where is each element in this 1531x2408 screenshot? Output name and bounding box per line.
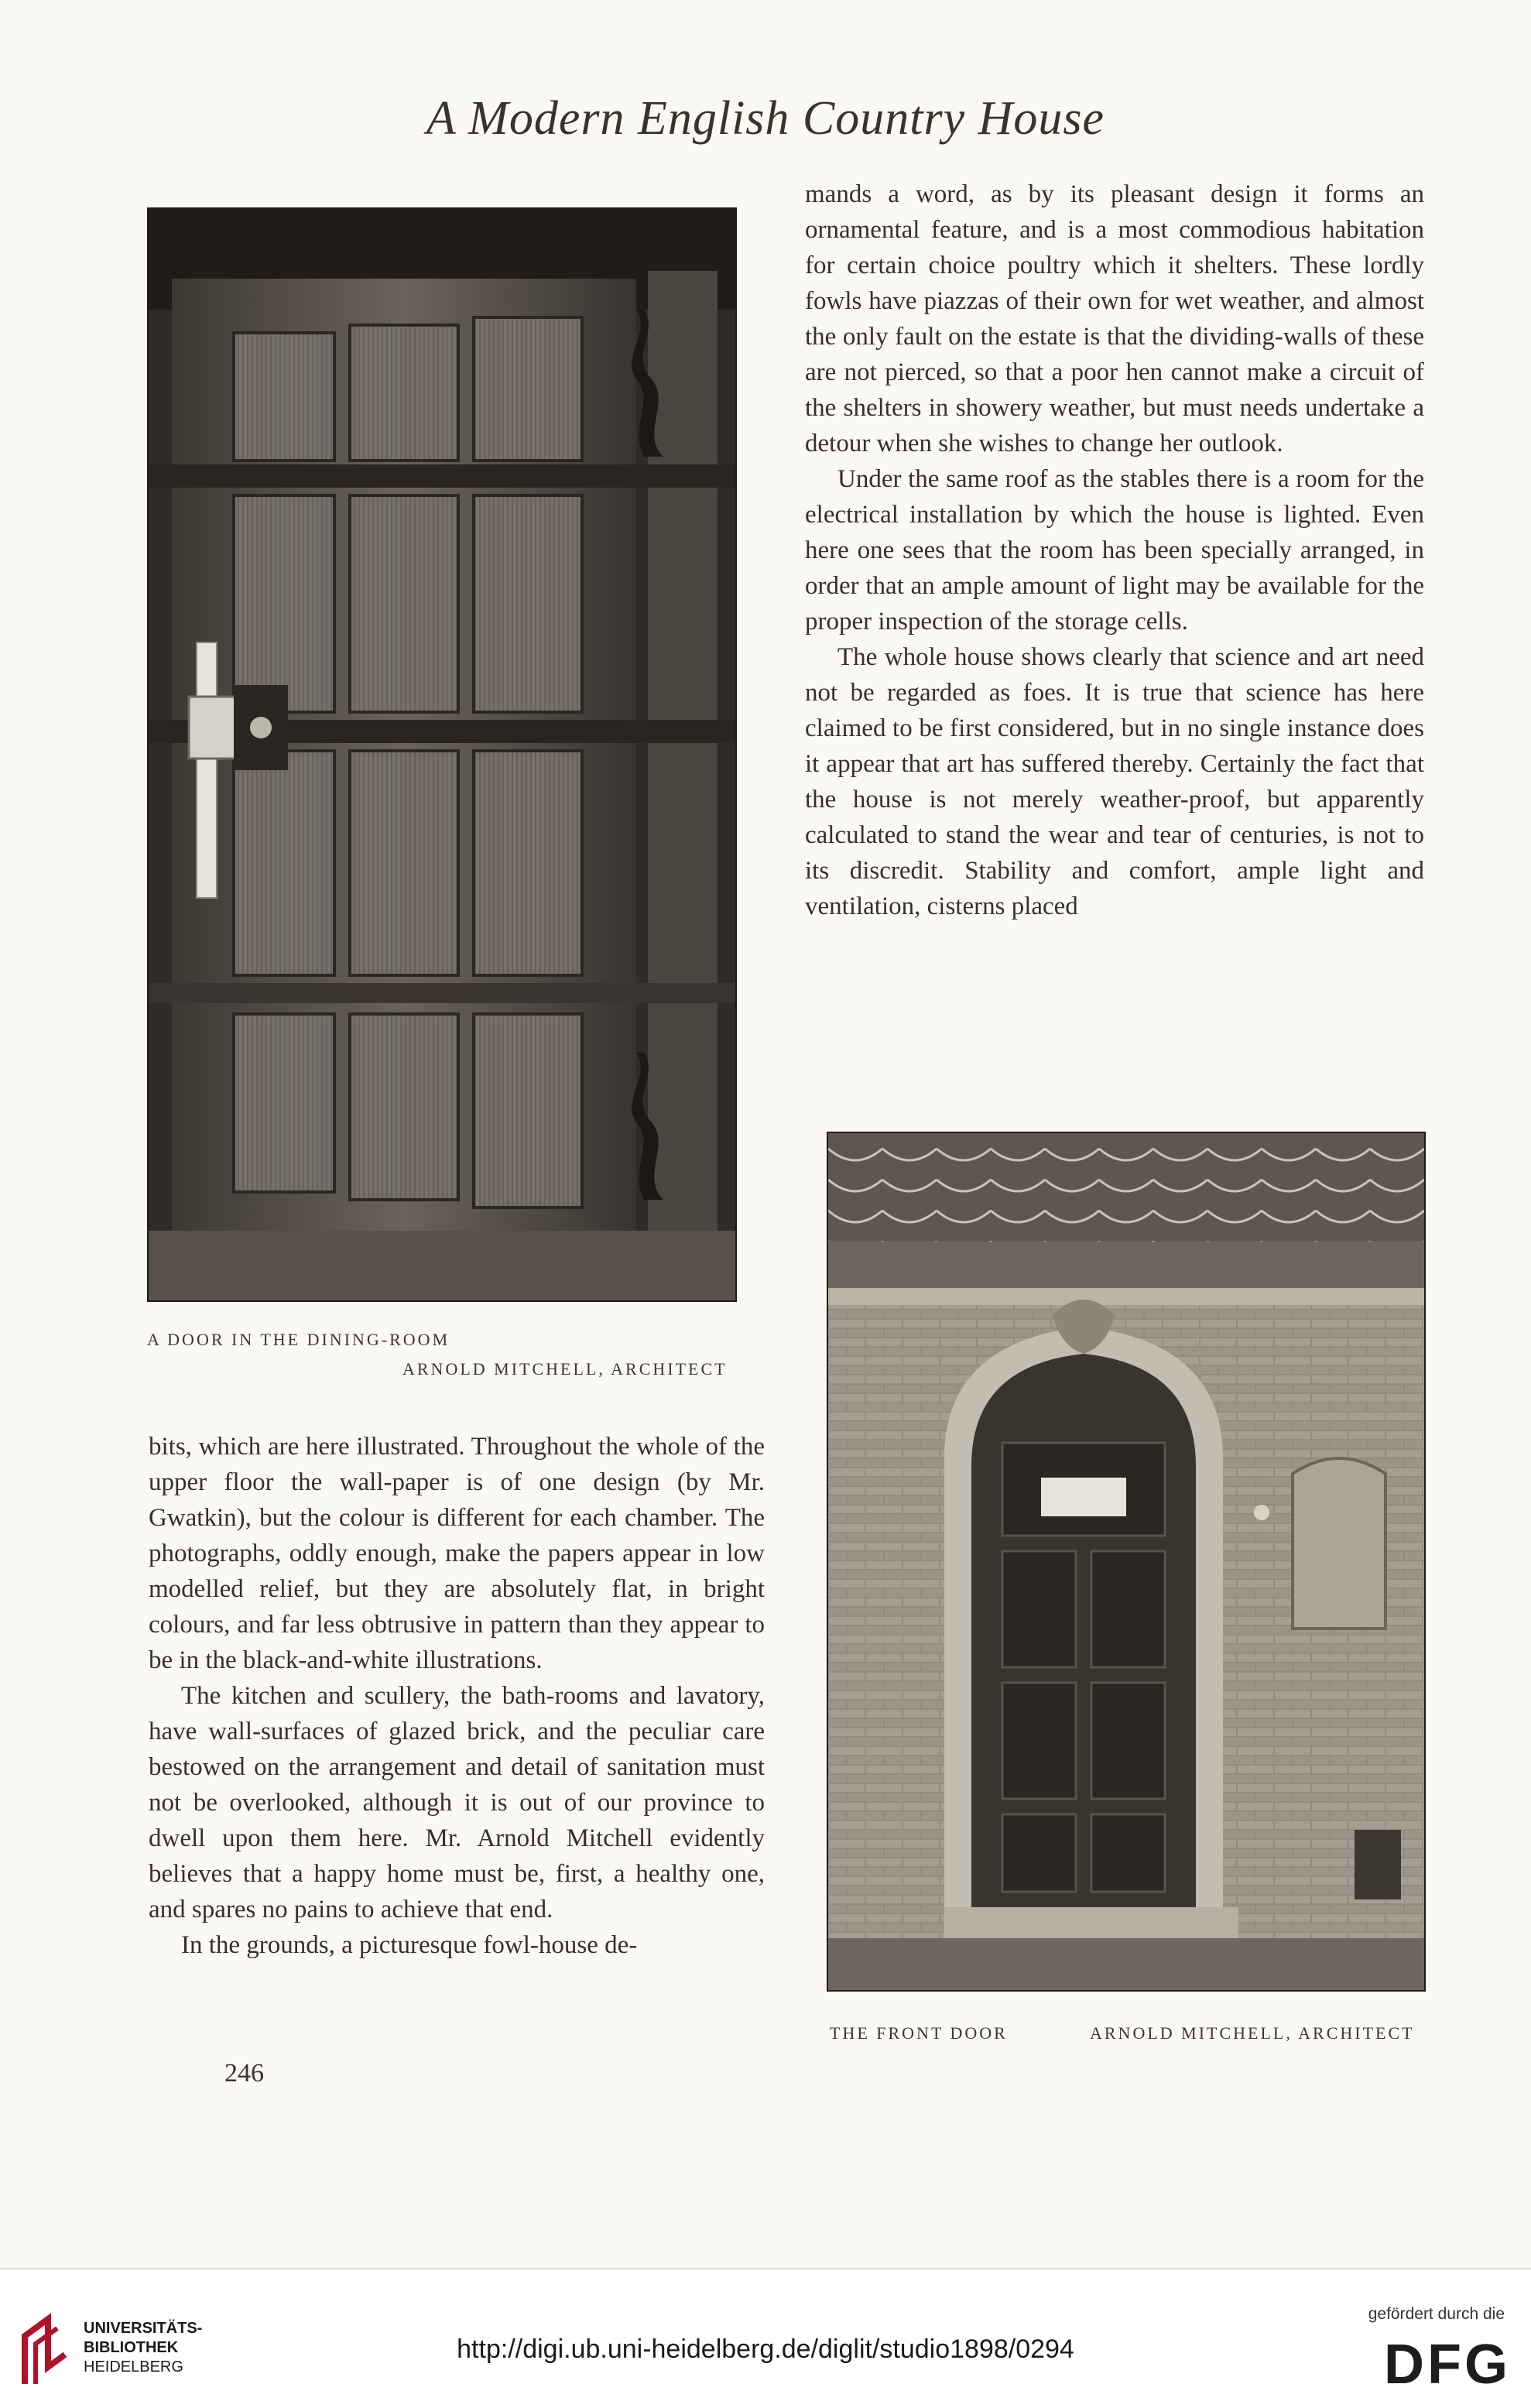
paragraph: bits, which are here illustrated. Throughout the whole of the upper floor the wall-paper is of one design (by Mr. Gwatkin), but the colour is different for each chamber. The photographs, oddly enough, make the papers appear in low modelled relief, but they are absolutely flat, in bright colours, and far less obtrusive in pattern than they appear to be in the black-and-white illustrations. xyxy=(149,1433,765,1674)
front-door-caption-credit: ARNOLD MITCHELL, ARCHITECT xyxy=(1090,2023,1415,2043)
front-door-illustration xyxy=(828,1133,1424,1990)
funding-note: gefördert durch die xyxy=(1368,2305,1505,2323)
paragraph: In the grounds, a picturesque fowl-house de- xyxy=(181,1931,638,1959)
door-caption-title: A DOOR IN THE DINING-ROOM xyxy=(147,1330,450,1349)
front-door-photo xyxy=(827,1132,1426,1992)
door-illustration xyxy=(149,209,735,1300)
front-door-caption-title: THE FRONT DOOR xyxy=(830,2023,1008,2043)
library-name-line: UNIVERSITÄTS- xyxy=(84,2320,203,2337)
running-head: A Modern English Country House xyxy=(426,92,1105,145)
page-number: 246 xyxy=(224,2059,264,2088)
library-name-line: BIBLIOTHEK xyxy=(84,2339,179,2356)
digitization-footer xyxy=(0,2268,1531,2408)
library-name-line: HEIDELBERG xyxy=(84,2358,183,2375)
paragraph: The kitchen and scullery, the bath-rooms and lavatory, have wall-surfaces of glazed brick, and the peculiar care bestowed on the arrangement and detail of sanitation must not be overlooked, although it is out of our province to dwell upon them here. Mr. Arnold Mitchell evidently believes that a happy home must be, first, a healthy one, and spares no pains to achieve that end. xyxy=(149,1682,765,1923)
source-url-link[interactable]: http://digi.ub.uni-heidelberg.de/diglit/studio1898/0294 xyxy=(457,2334,1074,2364)
text-column-left xyxy=(149,1429,765,1963)
paragraph: mands a word, as by its pleasant design it forms an ornamental feature, and is a most commodious habitation for certain choice poultry which it shelters. These lordly fowls have piazzas of their own for wet weather, and almost the only fault on the estate is that the dividing-walls of these are not pierced, so that a poor hen cannot make a circuit of the shelters in showery weather, but must needs undertake a detour when she wishes to change her outlook. xyxy=(805,180,1424,457)
paragraph: The whole house shows clearly that science and art need not be regarded as foes. It is true that science has here claimed to be first considered, but in no single instance does it appear that art has suffered thereby. Certainly the fact that the house is not merely weather-proof, but apparently calculated to stand the wear and tear of centuries, is not to its discredit. Stability and comfort, ample light and ventilation, cisterns placed xyxy=(805,643,1424,920)
text-column-right xyxy=(805,176,1424,924)
dining-room-door-photo xyxy=(147,207,737,1302)
paragraph: Under the same roof as the stables there is a room for the electrical installation by which the house is lighted. Even here one sees that the room has been specially arranged, in order that an ample amount of light may be available for the proper inspection of the storage cells. xyxy=(805,465,1424,635)
dfg-logo: DFG xyxy=(1384,2334,1511,2396)
door-caption-credit: ARNOLD MITCHELL, ARCHITECT xyxy=(402,1359,728,1379)
